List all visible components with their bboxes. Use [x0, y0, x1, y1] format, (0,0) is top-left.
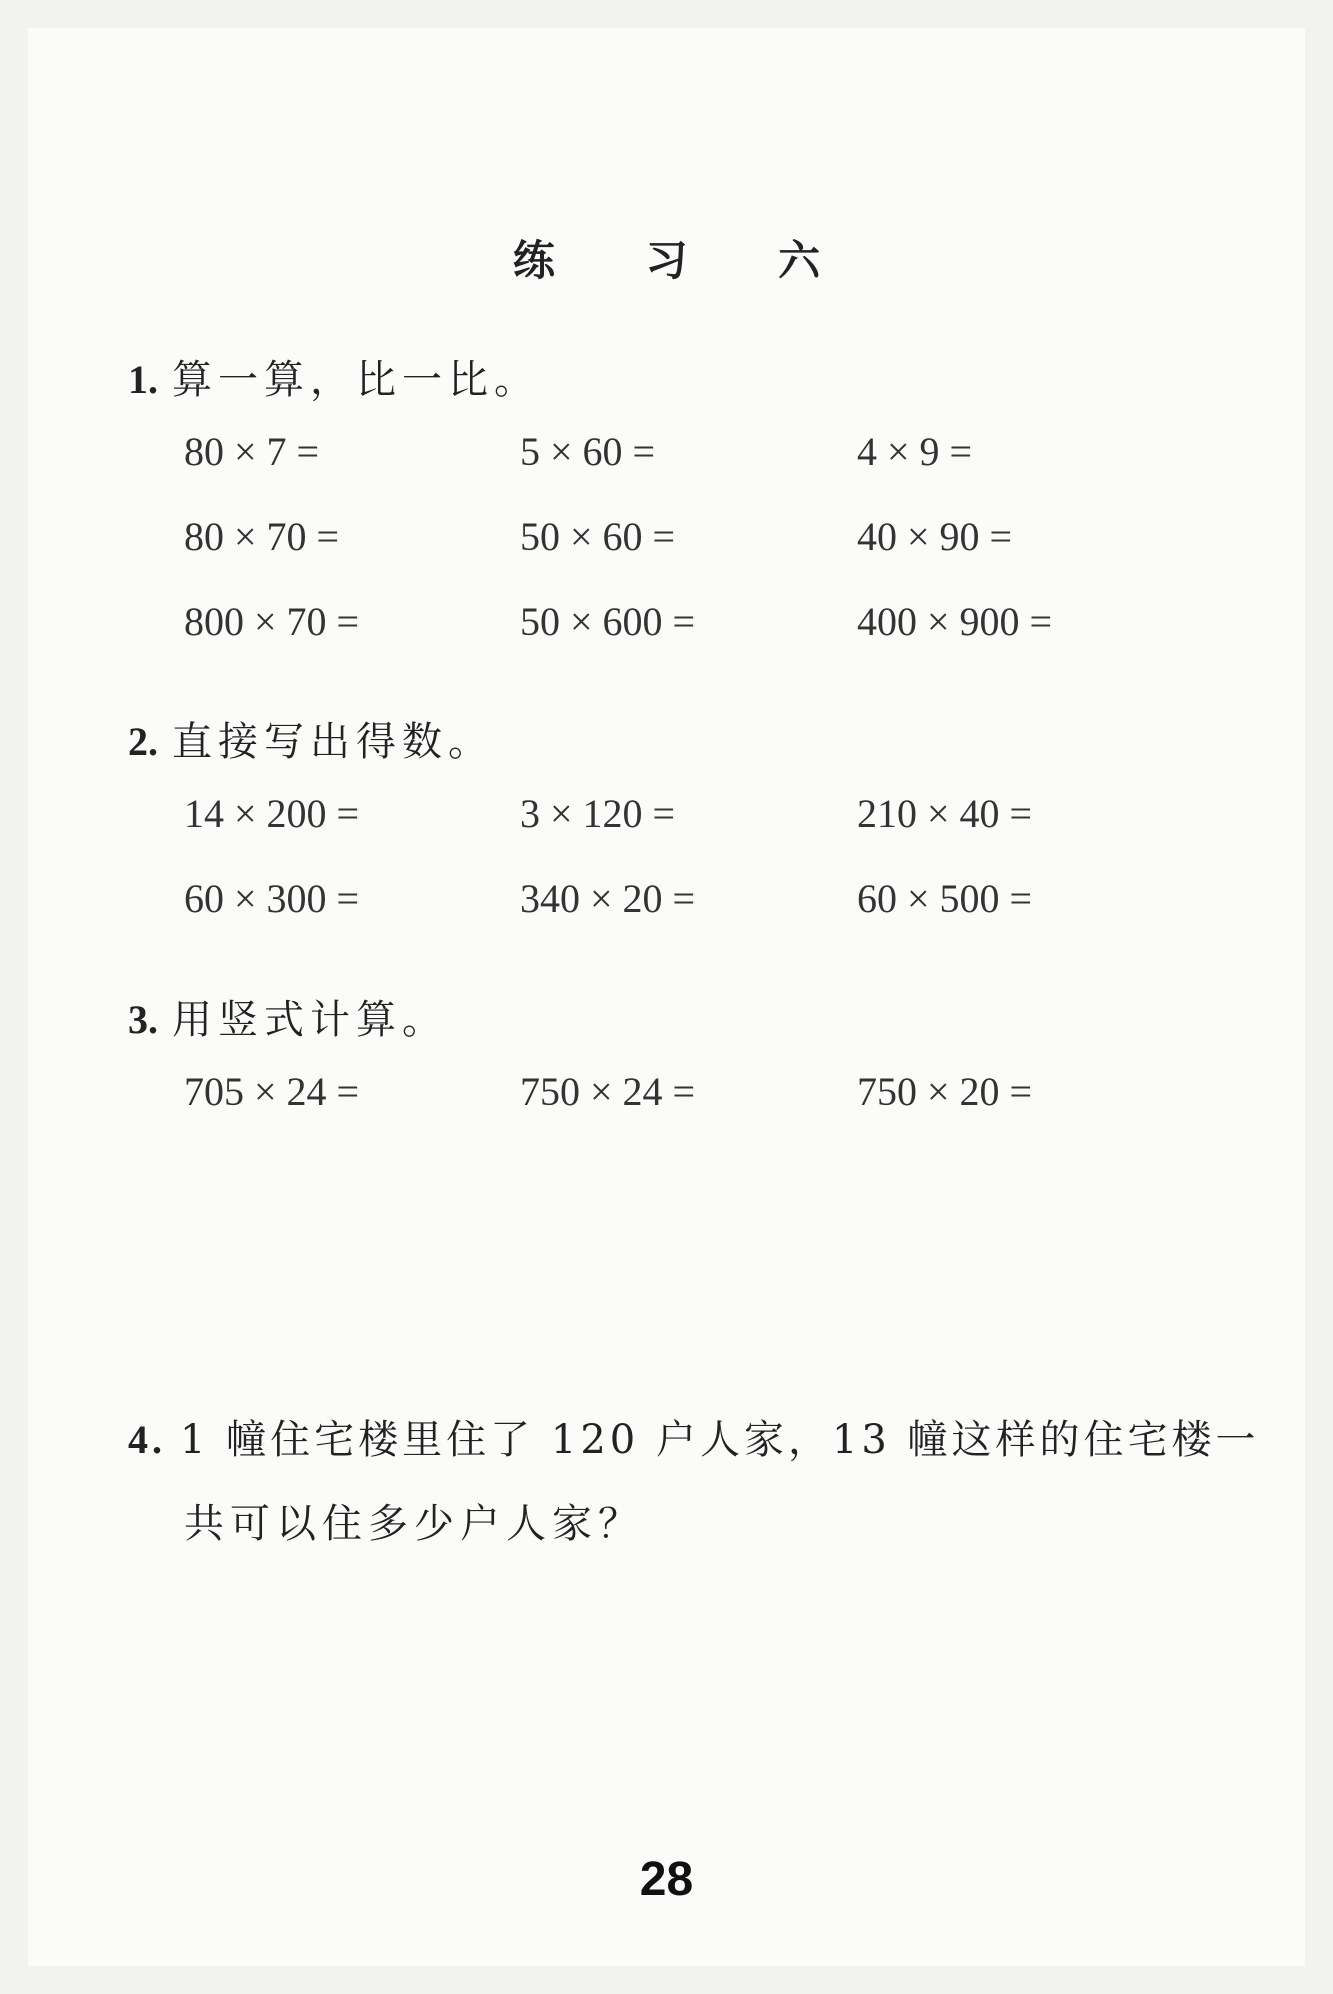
equation: 400 × 900 =	[857, 599, 1053, 644]
equation: 340 × 20 =	[520, 876, 696, 921]
section-1-number: 1.	[128, 357, 158, 402]
equation: 40 × 90 =	[857, 514, 1013, 559]
equation: 50 × 60 =	[520, 514, 676, 559]
equation: 14 × 200 =	[184, 791, 360, 836]
equation: 800 × 70 =	[184, 599, 360, 644]
problem-4-number: 4.	[128, 1417, 166, 1462]
section-1-text: 算一算，比一比。	[172, 357, 540, 403]
section-2-heading	[128, 710, 494, 767]
section-2-text: 直接写出得数。	[172, 719, 494, 765]
section-2-row-2	[0, 875, 1333, 925]
section-3-number: 3.	[128, 997, 158, 1042]
equation: 4 × 9 =	[857, 429, 973, 474]
word-problem-line-1	[128, 1398, 1260, 1482]
section-3-row-1	[0, 1068, 1333, 1118]
page-title: 练 习 六	[512, 236, 859, 285]
equation: 705 × 24 =	[184, 1069, 360, 1114]
section-1-row-1	[0, 428, 1333, 478]
equation: 80 × 70 =	[184, 514, 340, 559]
equation: 60 × 500 =	[857, 876, 1033, 921]
section-3-text: 用竖式计算。	[172, 997, 448, 1043]
equation: 80 × 7 =	[184, 429, 320, 474]
section-2-row-1	[0, 790, 1333, 840]
equation: 5 × 60 =	[520, 429, 656, 474]
section-1-row-3	[0, 598, 1333, 648]
equation: 60 × 300 =	[184, 876, 360, 921]
equation: 750 × 20 =	[857, 1069, 1033, 1114]
equation: 50 × 600 =	[520, 599, 696, 644]
equation: 210 × 40 =	[857, 791, 1033, 836]
equation: 3 × 120 =	[520, 791, 676, 836]
section-1-heading	[128, 348, 540, 405]
section-3-heading	[128, 988, 448, 1045]
page-number: 28	[639, 1853, 694, 1906]
section-2-number: 2.	[128, 719, 158, 764]
section-1-row-2	[0, 513, 1333, 563]
word-problem	[128, 1398, 1260, 1566]
word-problem-line-2: 共可以住多少户人家？	[184, 1501, 644, 1547]
equation: 750 × 24 =	[520, 1069, 696, 1114]
problem-4-text-1: 1 幢住宅楼里住了 120 户人家，13 幢这样的住宅楼一	[180, 1417, 1260, 1463]
